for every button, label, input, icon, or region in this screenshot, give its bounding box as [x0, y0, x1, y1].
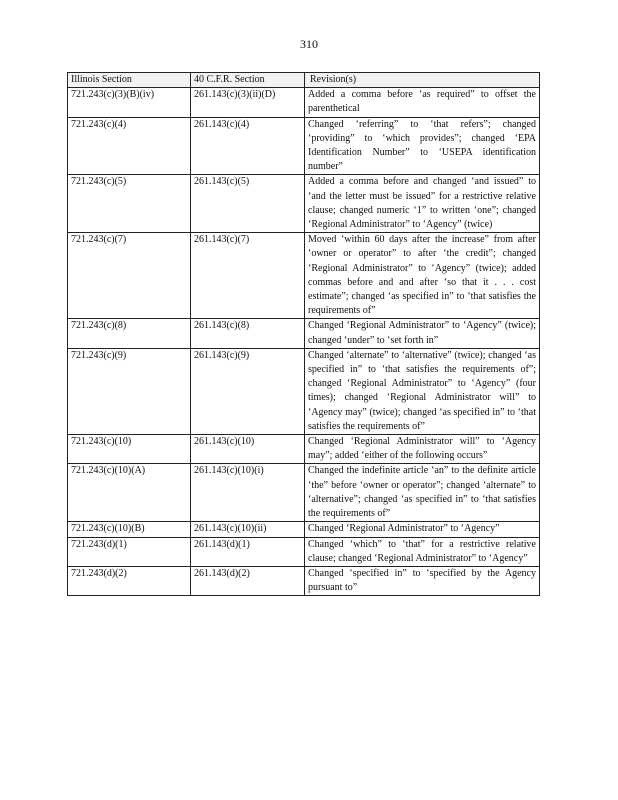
revision-cell: Changed ‘referring” to ‘that refers”; changed ‘providing” to ‘which provides”; changed ‘EPA Identification Number” to ‘USEPA identification number” — [305, 117, 540, 175]
cfr-section-cell: 261.143(c)(3)(ii)(D) — [191, 88, 305, 117]
table-row — [68, 233, 540, 319]
cfr-section-cell: 261.143(c)(10)(i) — [191, 464, 305, 522]
cfr-section-cell: 261.143(c)(4) — [191, 117, 305, 175]
cfr-section-cell: 261.143(c)(7) — [191, 233, 305, 319]
table-row — [68, 435, 540, 464]
table-row — [68, 319, 540, 348]
illinois-section-cell: 721.243(c)(9) — [68, 348, 191, 434]
cfr-section-cell: 261.143(c)(9) — [191, 348, 305, 434]
revision-cell: Changed ‘Regional Administrator” to ‘Agency” — [305, 522, 540, 537]
table-row — [68, 88, 540, 117]
header-illinois-section: Illinois Section — [68, 73, 191, 88]
table-row — [68, 464, 540, 522]
table-row — [68, 117, 540, 175]
table-row — [68, 175, 540, 233]
illinois-section-cell: 721.243(c)(10)(B) — [68, 522, 191, 537]
revision-cell: Changed ‘which” to ‘that” for a restrictive relative clause; changed ‘Regional Administrator” to ‘Agency” — [305, 537, 540, 566]
revision-cell: Changed the indefinite article ‘an” to the definite article ‘the” before ‘owner or operator”; changed ‘alternate” to ‘alternative”; changed ‘as specified in” to ‘that satisfies the requirements of” — [305, 464, 540, 522]
cfr-section-cell: 261.143(d)(2) — [191, 566, 305, 595]
table-row — [68, 566, 540, 595]
cfr-section-cell: 261.143(d)(1) — [191, 537, 305, 566]
revision-cell: Changed ‘Regional Administrator will” to ‘Agency may”; added ‘either of the following occurs” — [305, 435, 540, 464]
table-header-row — [68, 73, 540, 88]
illinois-section-cell: 721.243(c)(4) — [68, 117, 191, 175]
illinois-section-cell: 721.243(c)(10)(A) — [68, 464, 191, 522]
table-row — [68, 348, 540, 434]
cfr-section-cell: 261.143(c)(10) — [191, 435, 305, 464]
revision-cell: Changed ‘specified in” to ‘specified by the Agency pursuant to” — [305, 566, 540, 595]
illinois-section-cell: 721.243(c)(5) — [68, 175, 191, 233]
illinois-section-cell: 721.243(d)(2) — [68, 566, 191, 595]
header-cfr-section: 40 C.F.R. Section — [191, 73, 305, 88]
revision-cell: Moved ‘within 60 days after the increase” from after ‘owner or operator” to after ‘the credit”; changed ‘Regional Administrator” to ‘Agency” (twice); added commas before and and after ‘so that it . . . cost estimate”; changed ‘as specified in” to ‘that satisfies the requirements of” — [305, 233, 540, 319]
header-revisions: Revision(s) — [305, 73, 540, 88]
cfr-section-cell: 261.143(c)(8) — [191, 319, 305, 348]
revisions-table — [67, 72, 540, 596]
illinois-section-cell: 721.243(c)(3)(B)(iv) — [68, 88, 191, 117]
illinois-section-cell: 721.243(c)(8) — [68, 319, 191, 348]
table-row — [68, 522, 540, 537]
revision-cell: Added a comma before ‘as required” to offset the parenthetical — [305, 88, 540, 117]
table-row — [68, 537, 540, 566]
cfr-section-cell: 261.143(c)(10)(ii) — [191, 522, 305, 537]
illinois-section-cell: 721.243(c)(10) — [68, 435, 191, 464]
illinois-section-cell: 721.243(d)(1) — [68, 537, 191, 566]
page-number: 310 — [300, 37, 318, 51]
illinois-section-cell: 721.243(c)(7) — [68, 233, 191, 319]
revision-cell: Changed ‘Regional Administrator” to ‘Agency” (twice); changed ‘under” to ‘set forth in” — [305, 319, 540, 348]
cfr-section-cell: 261.143(c)(5) — [191, 175, 305, 233]
revision-cell: Added a comma before and changed ‘and issued” to ‘and the letter must be issued” for a restrictive relative clause; changed numeric ‘1” to written ‘one”; changed ‘Regional Administrator” to ‘Agency” (twice) — [305, 175, 540, 233]
revision-cell: Changed ‘alternate” to ‘alternative” (twice); changed ‘as specified in” to ‘that satisfies the requirements of”; changed ‘Regional Administrator” to ‘Agency” (four times); changed ‘Regional Administrator will” to ‘Agency may” (twice); changed ‘as specified in” to ‘that satisfies the requirements of” — [305, 348, 540, 434]
